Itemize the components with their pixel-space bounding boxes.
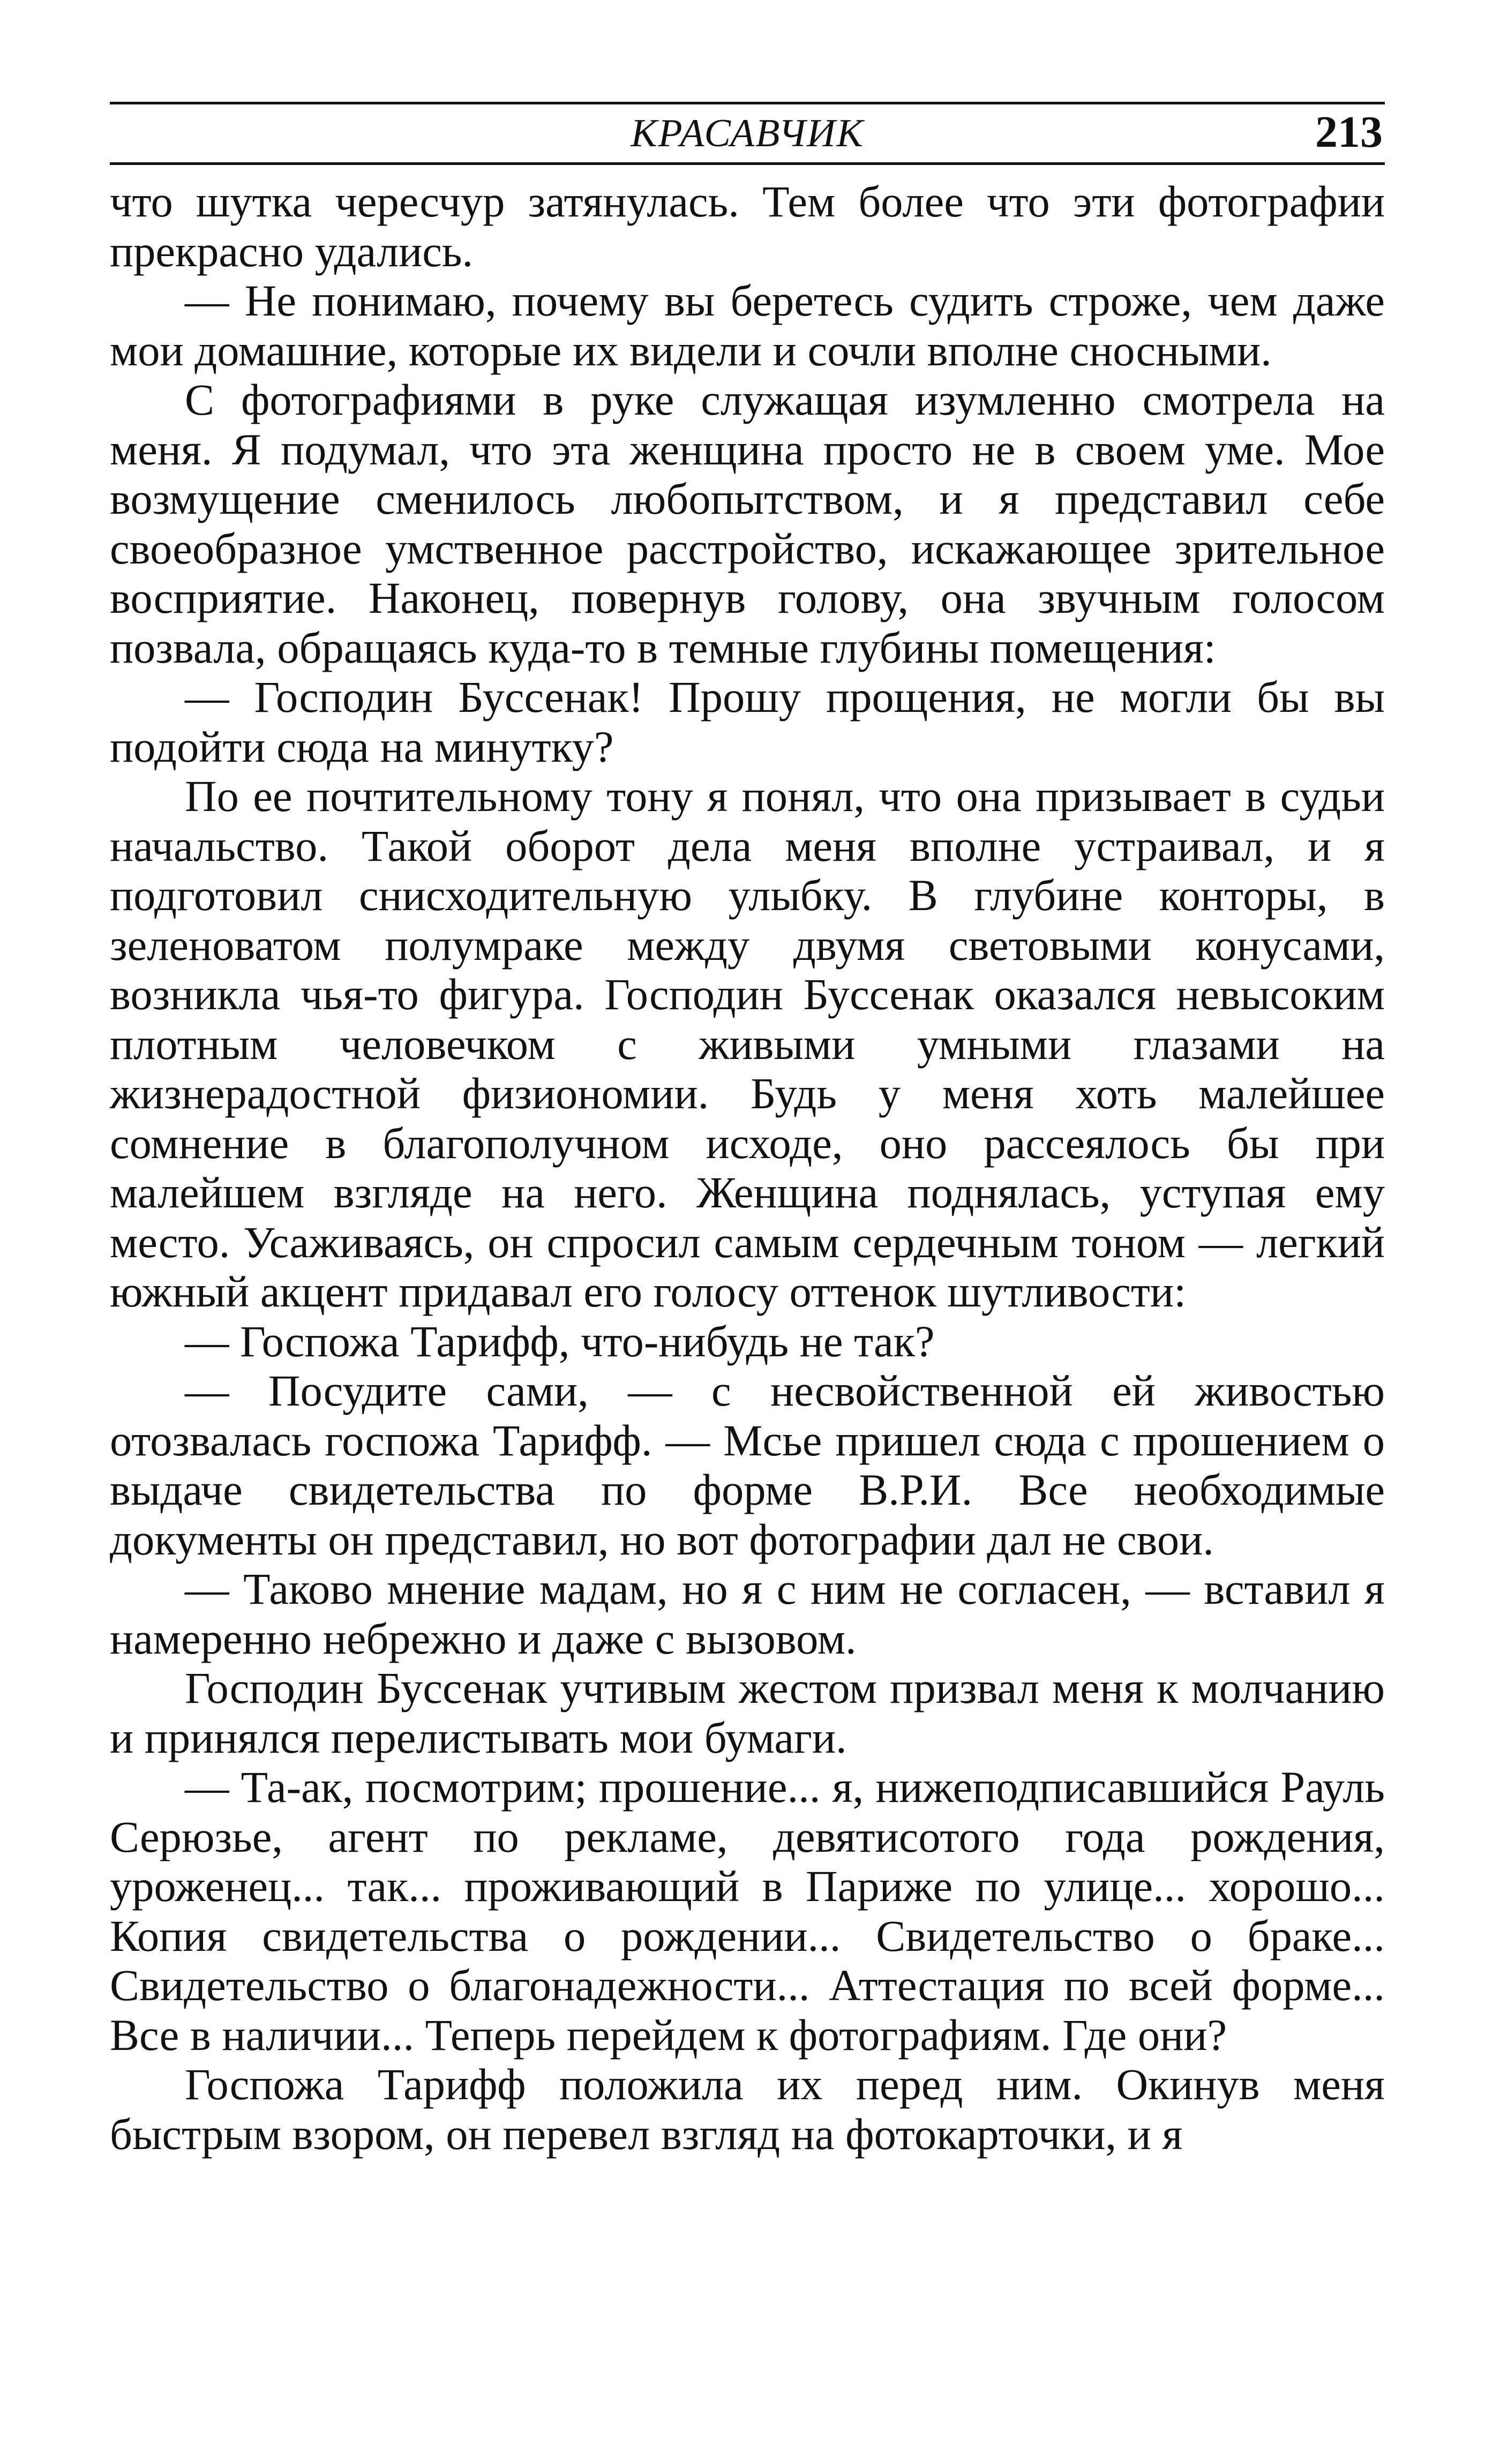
paragraph: — Таково мнение мадам, но я с ним не согласен, — вставил я намеренно небрежно и даже с вызовом. — [110, 1564, 1385, 1663]
paragraph: По ее почтительному тону я понял, что она призывает в судьи начальство. Такой оборот дела меня вполне устраивал, и я подготовил снисходительную улыбку. В глубине конторы, в зеленоватом полумраке между двумя световыми конусами, возникла чья-то фигура. Господин Буссенак оказался невысоким плотным человечком с живыми умными глазами на жизнерадостной физиономии. Будь у меня хоть малейшее сомнение в благополучном исходе, оно рассеялось бы при малейшем взгляде на него. Женщина поднялась, уступая ему место. Усаживаясь, он спросил самым сердечным тоном — легкий южный акцент придавал его голосу оттенок шутливости: — [110, 771, 1385, 1316]
paragraph: Господин Буссенак учтивым жестом призвал меня к молчанию и принялся перелистывать мои бумаги. — [110, 1663, 1385, 1762]
paragraph: Госпожа Тарифф положила их перед ним. Окинув меня быстрым взором, он перевел взгляд на фотокарточки, и я — [110, 2060, 1385, 2159]
paragraph: — Та-ак, посмотрим; прошение... я, нижеподписавшийся Рауль Серюзье, агент по рекламе, девятисотого года рождения, уроженец... так... проживающий в Париже по улице... хорошо... Копия свидетельства о рождении... Свидетельство о браке... Свидетельство о благонадежности... Аттестация по всей форме... Все в наличии... Теперь перейдем к фотографиям. Где они? — [110, 1762, 1385, 2060]
page-number: 213 — [1315, 107, 1383, 157]
running-header — [110, 102, 1385, 165]
paragraph: — Посудите сами, — с несвойственной ей живостью отозвалась госпожа Тарифф. — Мсье пришел сюда с прошением о выдаче свидетельства по форме В.Р.И. Все необходимые документы он представил, но вот фотографии дал не свои. — [110, 1366, 1385, 1564]
running-title: КРАСАВЧИК — [631, 111, 864, 155]
paragraph: что шутка чересчур затянулась. Тем более что эти фотографии прекрасно удались. — [110, 177, 1385, 276]
paragraph: С фотографиями в руке служащая изумленно смотрела на меня. Я подумал, что эта женщина просто не в своем уме. Мое возмущение сменилось любопытством, и я представил себе своеобразное умственное расстройство, искажающее зрительное восприятие. Наконец, повернув голову, она звучным голосом позвала, обращаясь куда-то в темные глубины помещения: — [110, 375, 1385, 672]
paragraph: — Госпожа Тарифф, что-нибудь не так? — [185, 1316, 935, 1366]
body-text — [110, 177, 1385, 2159]
paragraph: — Господин Буссенак! Прошу прощения, не могли бы вы подойти сюда на минутку? — [110, 672, 1385, 771]
book-page — [110, 102, 1385, 2159]
paragraph: — Не понимаю, почему вы беретесь судить строже, чем даже мои домашние, которые их видели и сочли вполне сносными. — [110, 276, 1385, 375]
